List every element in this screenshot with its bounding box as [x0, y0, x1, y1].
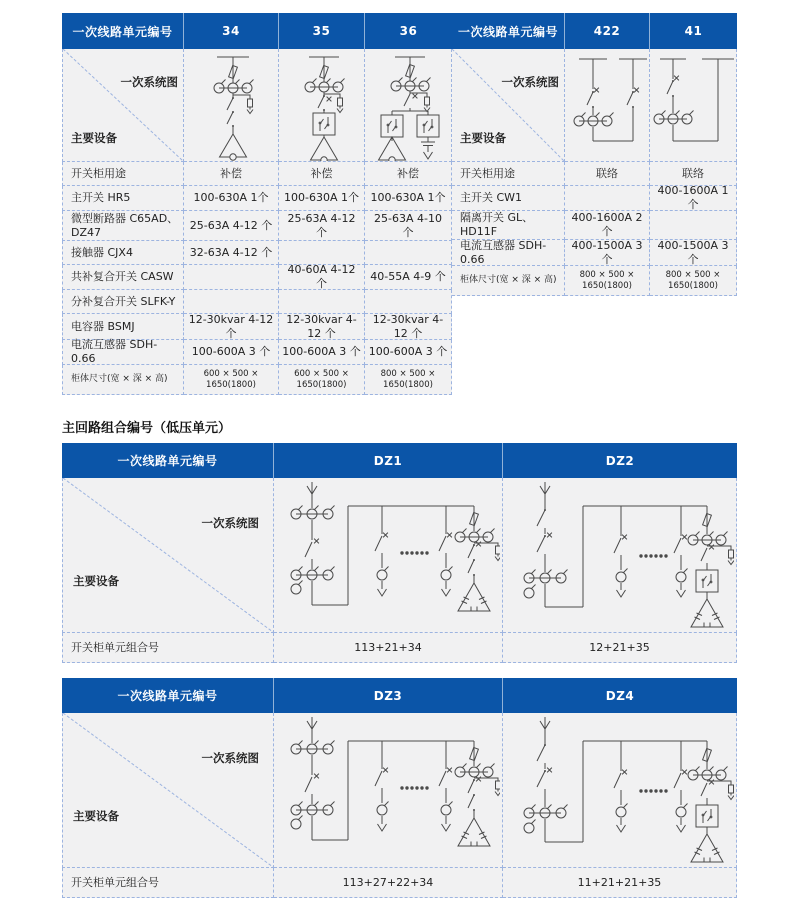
diagram-legend-cell — [62, 478, 274, 633]
combo-table-dz1-dz2 — [62, 443, 737, 663]
row-label: 主开关 HR5 — [62, 186, 184, 211]
value-cell: 补偿 — [184, 162, 279, 186]
diagram-legend-cell — [62, 713, 274, 868]
diagram-legend-cell — [62, 49, 184, 162]
diagram-label-top: 一次系统图 — [120, 75, 178, 89]
value-cell: 100-630A 1个 — [279, 186, 365, 211]
value-cell: 400-1500A 3 个 — [565, 240, 650, 266]
column-header-dz3: DZ3 — [274, 678, 503, 713]
diagram-cell — [279, 49, 365, 162]
diagram-cell — [365, 49, 452, 162]
value-cell: 100-600A 3 个 — [365, 340, 452, 365]
row-label: 柜体尺寸(宽 × 深 × 高) — [452, 266, 565, 296]
diagram-label-top: 一次系统图 — [201, 751, 259, 765]
diagram-cell — [184, 49, 279, 162]
single-line-diagram-dz2 — [505, 478, 734, 632]
row-label: 主开关 CW1 — [452, 186, 565, 211]
value-cell: 11+21+21+35 — [503, 868, 737, 898]
row-label: 接触器 CJX4 — [62, 241, 184, 265]
value-cell: 联络 — [650, 162, 737, 186]
value-cell: 40-55A 4-9 个 — [365, 265, 452, 290]
diagram-cell — [503, 713, 737, 868]
single-line-diagram-34 — [186, 49, 276, 161]
value-cell: 32-63A 4-12 个 — [184, 241, 279, 265]
value-cell: 补偿 — [279, 162, 365, 186]
value-cell: 600 × 500 × 1650(1800) — [184, 365, 279, 395]
row-label: 开关柜用途 — [62, 162, 184, 186]
value-cell: 400-1600A 2 个 — [565, 211, 650, 240]
diagram-cell — [274, 713, 503, 868]
column-header: 一次线路单元编号 — [62, 443, 274, 478]
spec-table-left — [62, 13, 452, 395]
value-cell: 800 × 500 × 1650(1800) — [365, 365, 452, 395]
column-header-unit-35: 35 — [279, 13, 365, 49]
diagram-cell — [565, 49, 650, 162]
row-label: 电容器 BSMJ — [62, 314, 184, 340]
column-header-dz4: DZ4 — [503, 678, 737, 713]
section-heading: 主回路组合编号（低压单元） — [62, 421, 232, 436]
value-cell — [365, 290, 452, 314]
diagram-cell — [274, 478, 503, 633]
column-header-unit-34: 34 — [184, 13, 279, 49]
value-cell: 25-63A 4-10 个 — [365, 211, 452, 241]
value-cell: 补偿 — [365, 162, 452, 186]
value-cell: 12-30kvar 4-12 个 — [279, 314, 365, 340]
column-header-dz1: DZ1 — [274, 443, 503, 478]
single-line-diagram-dz4 — [505, 713, 734, 867]
combo-table-dz3-dz4 — [62, 678, 737, 898]
value-cell: 12-30kvar 4-12 个 — [365, 314, 452, 340]
spec-table-right — [452, 13, 737, 296]
diagram-label-bottom: 主要设备 — [73, 808, 119, 823]
single-line-diagram-35 — [281, 49, 362, 161]
value-cell: 联络 — [565, 162, 650, 186]
value-cell: 100-630A 1个 — [365, 186, 452, 211]
value-cell — [184, 290, 279, 314]
diagram-legend-cell — [452, 49, 565, 162]
column-header-dz2: DZ2 — [503, 443, 737, 478]
value-cell: 113+27+22+34 — [274, 868, 503, 898]
row-label: 电流互感器 SDH-0.66 — [452, 240, 565, 266]
value-cell: 12+21+35 — [503, 633, 737, 663]
value-cell: 25-63A 4-12 个 — [279, 211, 365, 241]
diagram-label-bottom: 主要设备 — [71, 130, 117, 145]
spec-table — [62, 13, 737, 395]
column-header: 一次线路单元编号 — [452, 13, 565, 49]
value-cell: 40-60A 4-12 个 — [279, 265, 365, 290]
diagram-label-top: 一次系统图 — [501, 75, 559, 89]
value-cell: 25-63A 4-12 个 — [184, 211, 279, 241]
row-label: 共补复合开关 CASW — [62, 265, 184, 290]
single-line-diagram-dz3 — [276, 713, 500, 867]
row-label: 分补复合开关 SLFK-Y — [62, 290, 184, 314]
row-label: 开关柜用途 — [452, 162, 565, 186]
value-cell: 800 × 500 × 1650(1800) — [565, 266, 650, 296]
value-cell: 12-30kvar 4-12 个 — [184, 314, 279, 340]
value-cell — [650, 211, 737, 240]
value-cell — [279, 241, 365, 265]
diagram-label-bottom: 主要设备 — [460, 130, 506, 145]
value-cell — [365, 241, 452, 265]
single-line-diagram-dz1 — [276, 478, 500, 632]
value-cell: 100-600A 3 个 — [279, 340, 365, 365]
value-cell: 600 × 500 × 1650(1800) — [279, 365, 365, 395]
value-cell: 100-600A 3 个 — [184, 340, 279, 365]
single-line-diagram-41 — [652, 49, 734, 161]
diagram-label-top: 一次系统图 — [201, 516, 259, 530]
column-header: 一次线路单元编号 — [62, 13, 184, 49]
single-line-diagram-36 — [367, 49, 449, 161]
diagram-cell — [503, 478, 737, 633]
value-cell: 400-1600A 1 个 — [650, 186, 737, 211]
column-header: 一次线路单元编号 — [62, 678, 274, 713]
value-cell: 113+21+34 — [274, 633, 503, 663]
row-label: 电流互感器 SDH-0.66 — [62, 340, 184, 365]
diagram-cell — [650, 49, 737, 162]
value-cell: 100-630A 1个 — [184, 186, 279, 211]
row-label: 微型断路器 C65AD、DZ47 — [62, 211, 184, 241]
value-cell: 400-1500A 3 个 — [650, 240, 737, 266]
value-cell — [279, 290, 365, 314]
column-header-unit-422: 422 — [565, 13, 650, 49]
value-cell — [565, 186, 650, 211]
column-header-unit-36: 36 — [365, 13, 452, 49]
row-label: 柜体尺寸(宽 × 深 × 高) — [62, 365, 184, 395]
row-label: 隔离开关 GL、HD11F — [452, 211, 565, 240]
row-label: 开关柜单元组合号 — [62, 868, 274, 898]
diagram-label-bottom: 主要设备 — [73, 573, 119, 588]
value-cell — [184, 265, 279, 290]
row-label: 开关柜单元组合号 — [62, 633, 274, 663]
value-cell: 800 × 500 × 1650(1800) — [650, 266, 737, 296]
column-header-unit-41: 41 — [650, 13, 737, 49]
single-line-diagram-422 — [567, 49, 647, 161]
